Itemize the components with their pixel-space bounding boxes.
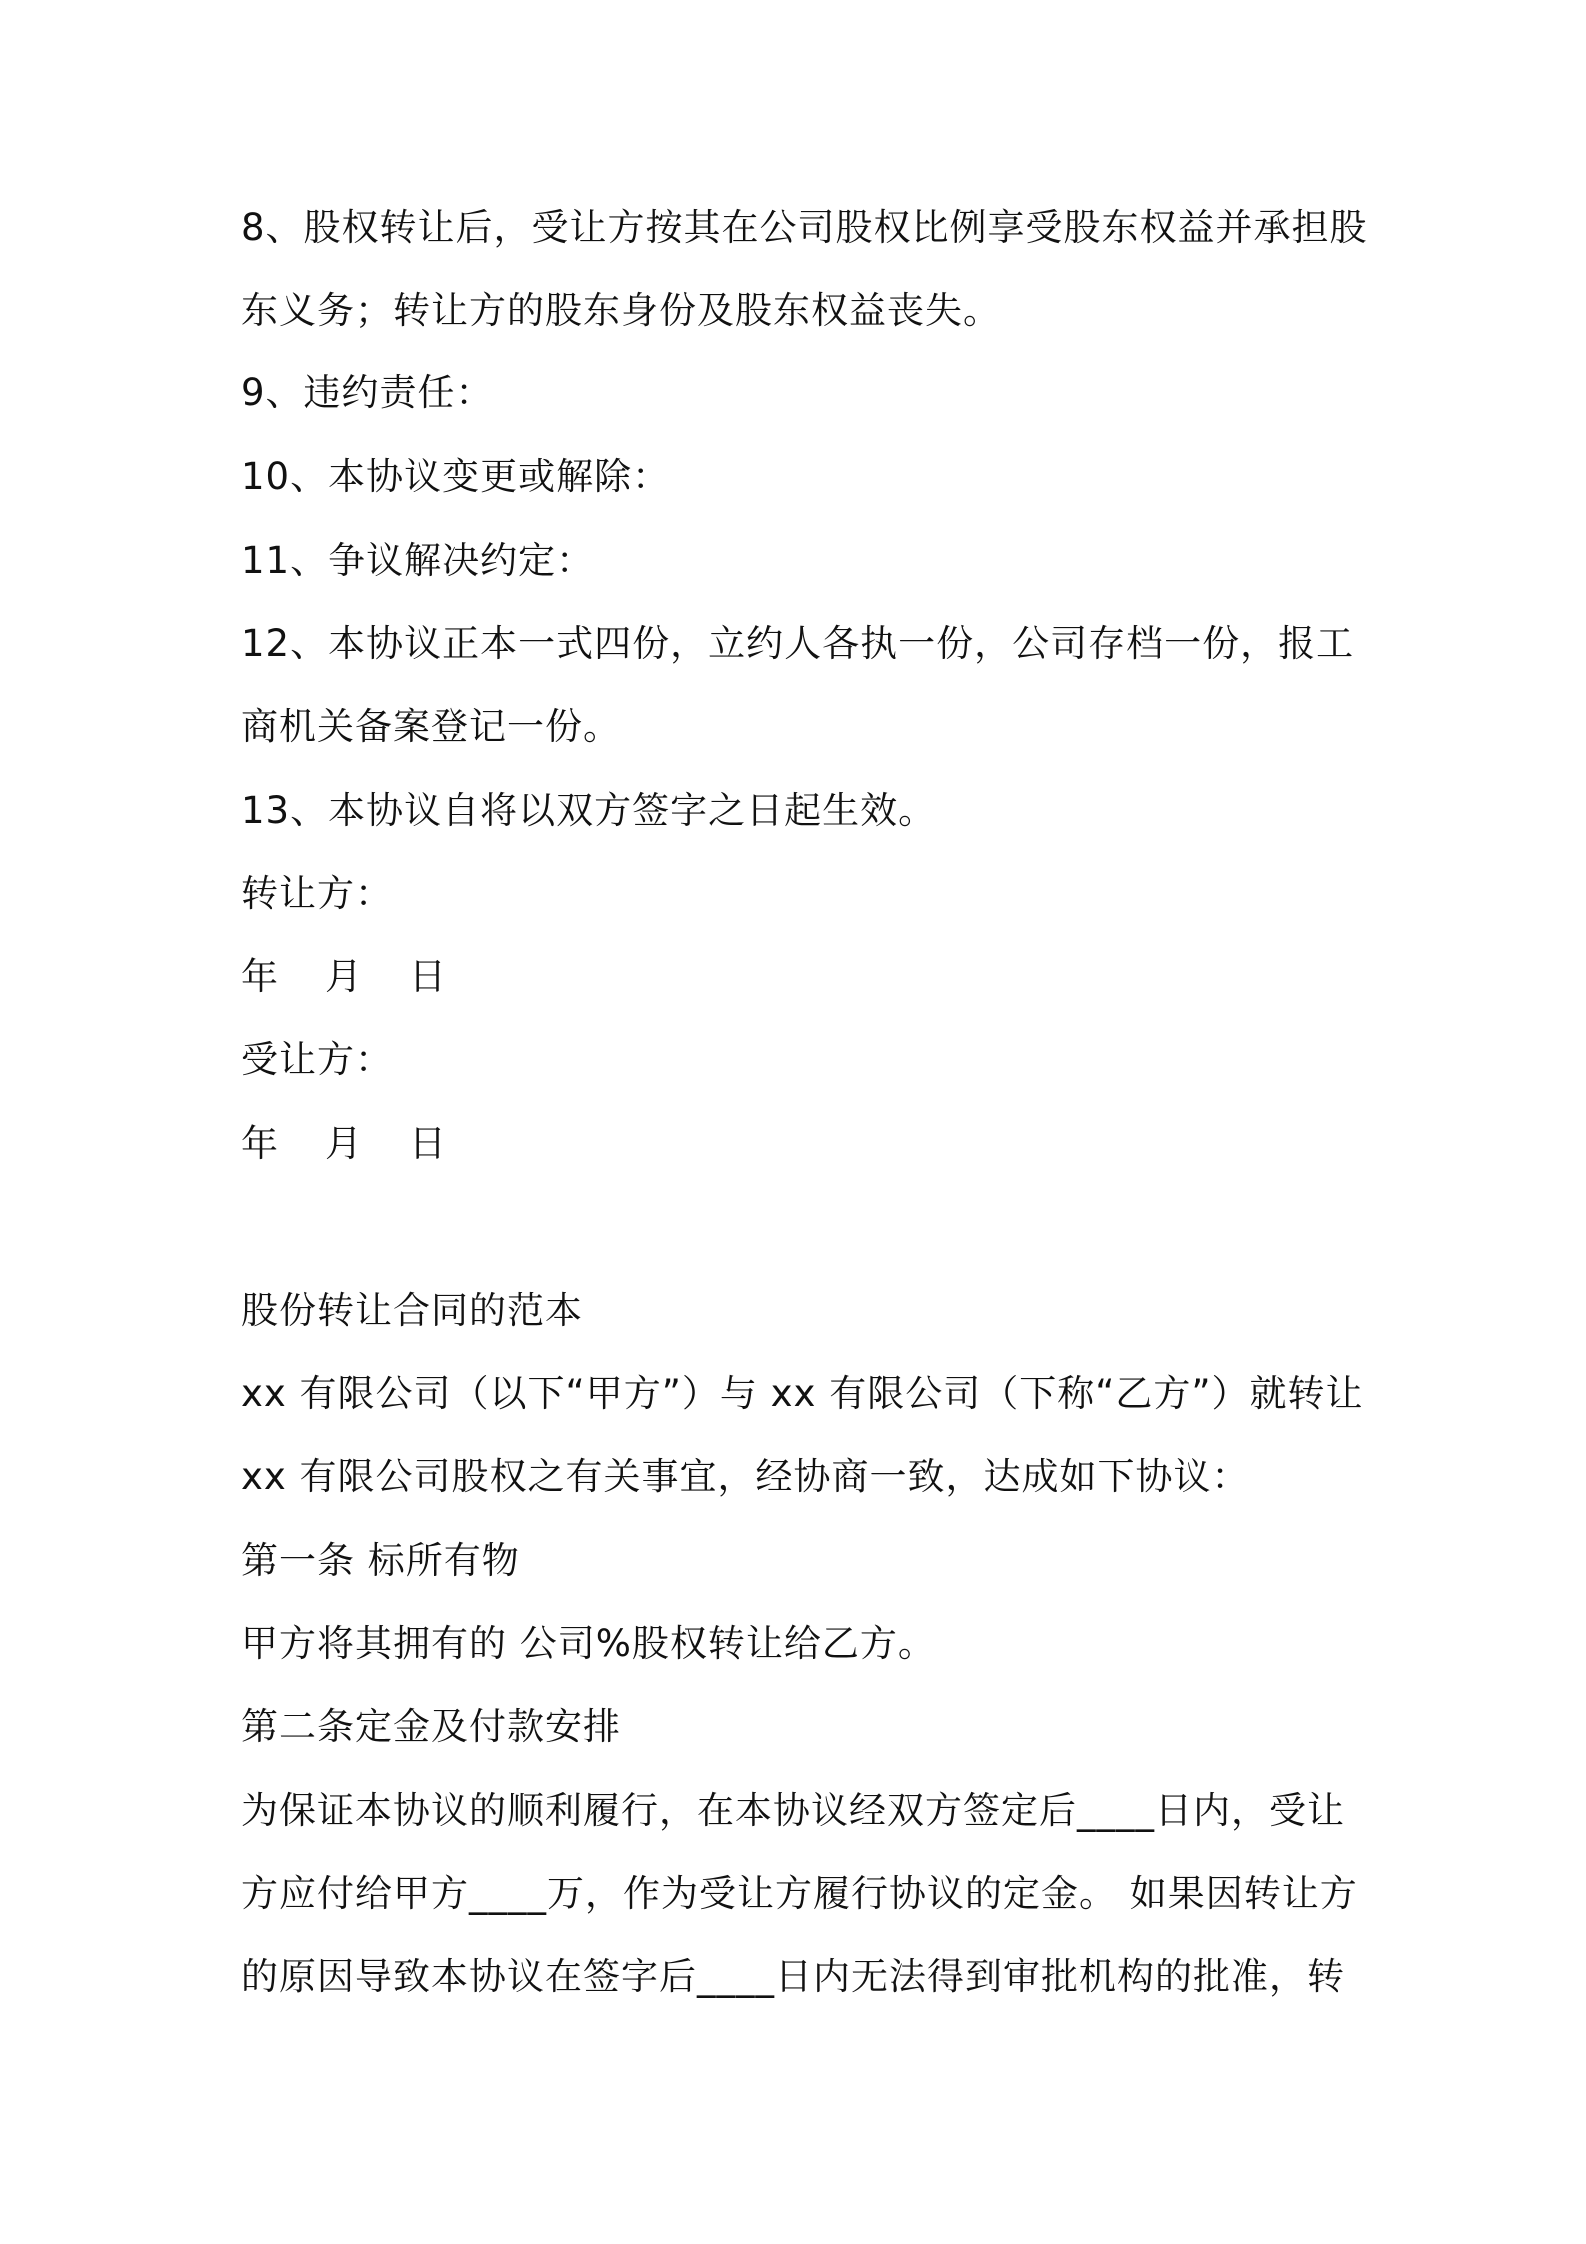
article-2-heading: 第二条定金及付款安排: [241, 1705, 621, 1748]
date-day: 日: [409, 1122, 447, 1165]
article-1-body: 甲方将其拥有的 公司%股权转让给乙方。: [241, 1622, 936, 1665]
date-year: 年: [241, 955, 279, 998]
clause-10: 10、本协议变更或解除：: [241, 455, 671, 498]
clause-8-line-1: 8、股权转让后，受让方按其在公司股权比例享受股东权益并承担股: [241, 206, 1368, 249]
article-1-heading: 第一条 标所有物: [241, 1539, 520, 1582]
transferor-date: [241, 952, 1361, 1002]
clause-9: 9、违约责任：: [241, 371, 494, 414]
article-2-line-1: 为保证本协议的顺利履行，在本协议经双方签定后____日内，受让: [241, 1789, 1345, 1832]
clause-11: 11、争议解决约定：: [241, 539, 595, 582]
date-year: 年: [241, 1122, 279, 1165]
transferor-label: 转让方：: [241, 872, 393, 915]
article-2-line-2: 方应付给甲方____万，作为受让方履行协议的定金。 如果因转让方: [241, 1872, 1358, 1915]
date-day: 日: [409, 955, 447, 998]
transferee-label: 受让方：: [241, 1038, 393, 1081]
clause-13: 13、本协议自将以双方签字之日起生效。: [241, 789, 937, 832]
clause-12-line-1: 12、本协议正本一式四份，立约人各执一份，公司存档一份，报工: [241, 622, 1355, 665]
intro-line-1: xx 有限公司（以下“甲方”）与 xx 有限公司（下称“乙方”）就转让: [241, 1372, 1364, 1415]
date-month: 月: [325, 1122, 363, 1165]
date-month: 月: [325, 955, 363, 998]
intro-line-2: xx 有限公司股权之有关事宜，经协商一致，达成如下协议：: [241, 1455, 1250, 1498]
template-title: 股份转让合同的范本: [241, 1289, 583, 1332]
transferee-date: [241, 1119, 1361, 1169]
clause-12-line-2: 商机关备案登记一份。: [241, 705, 621, 748]
clause-8-line-2: 东义务；转让方的股东身份及股东权益丧失。: [241, 289, 1001, 332]
article-2-line-3: 的原因导致本协议在签字后____日内无法得到审批机构的批准，转: [241, 1955, 1345, 1998]
